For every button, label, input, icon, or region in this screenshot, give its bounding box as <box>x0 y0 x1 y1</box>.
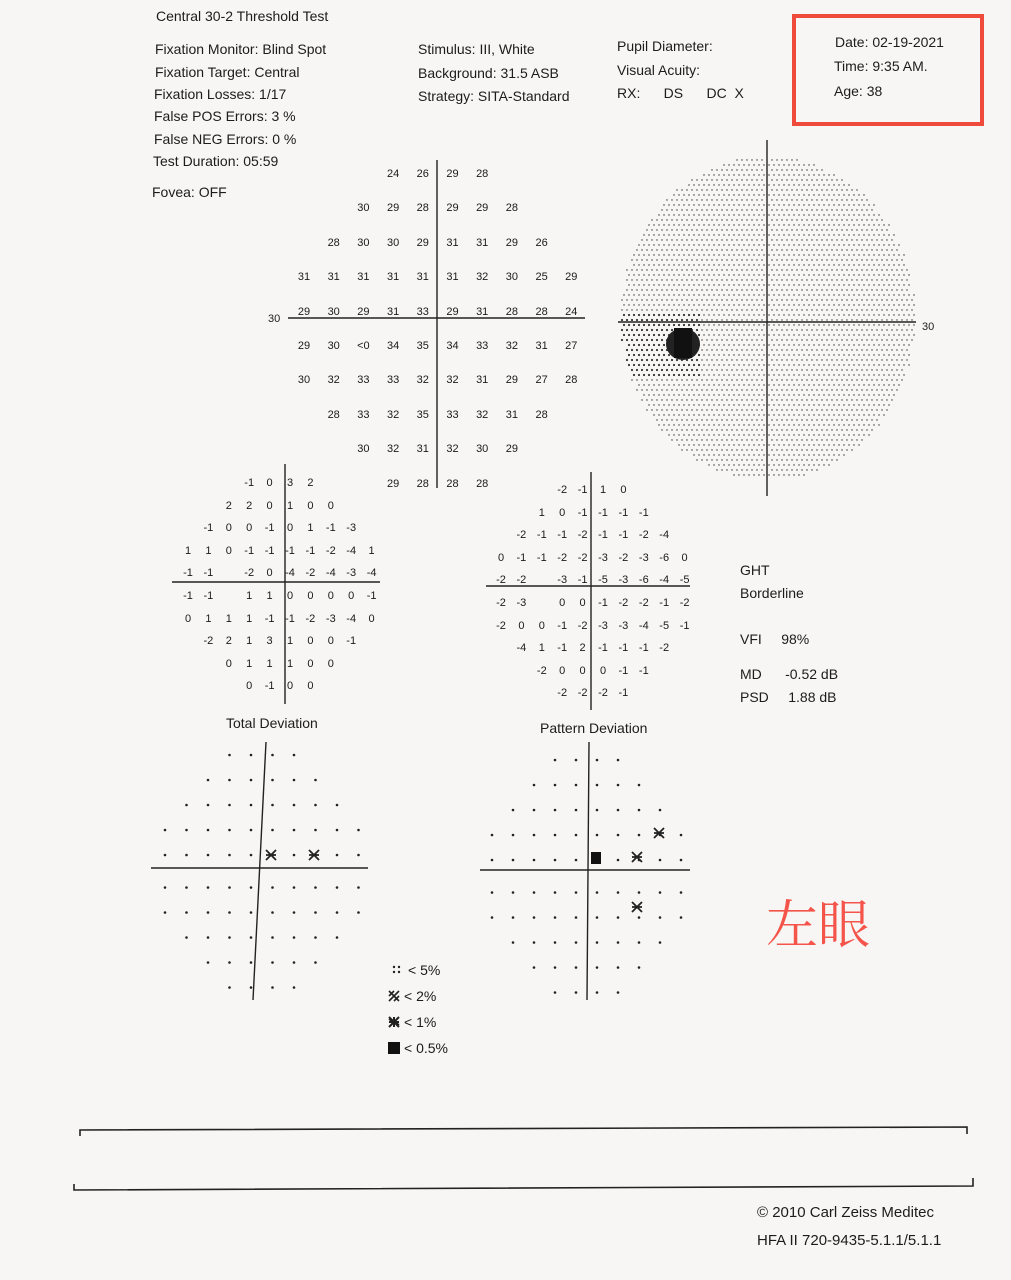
pattern-deviation-value: -1 <box>598 506 608 519</box>
pattern-deviation-value: -1 <box>516 551 527 564</box>
threshold-value: 31 <box>446 271 459 284</box>
p5-symbol-icon <box>392 964 404 976</box>
threshold-value: 31 <box>505 408 519 421</box>
test-time: Time: 9:35 AM. <box>834 58 928 74</box>
threshold-value: 29 <box>297 305 311 318</box>
ght-label: GHT <box>740 562 770 578</box>
threshold-value: 32 <box>446 443 459 456</box>
threshold-value: 30 <box>327 340 340 352</box>
threshold-value: 34 <box>386 340 400 352</box>
total-deviation-value: 1 <box>286 657 294 670</box>
pattern-deviation-value: -2 <box>557 484 568 496</box>
pattern-deviation-value: -1 <box>659 597 670 609</box>
total-deviation-value: -2 <box>305 612 316 625</box>
total-deviation-value: -4 <box>346 612 357 625</box>
total-deviation-value: -4 <box>285 567 295 580</box>
threshold-value: 27 <box>535 374 548 387</box>
pattern-deviation-value: -2 <box>577 619 588 632</box>
pattern-deviation-value: 0 <box>579 664 586 677</box>
total-deviation-value: -1 <box>264 522 275 535</box>
total-deviation-value: -3 <box>346 522 357 535</box>
pattern-deviation-value: -1 <box>536 551 547 564</box>
threshold-value: 28 <box>416 202 429 215</box>
threshold-value: 29 <box>386 202 400 215</box>
pattern-deviation-value: -1 <box>638 642 649 655</box>
copyright: © 2010 Carl Zeiss Meditec <box>757 1204 934 1221</box>
threshold-value: 31 <box>357 271 370 284</box>
pattern-deviation-value: -2 <box>577 529 588 542</box>
total-deviation-value: 2 <box>307 477 314 489</box>
total-deviation-value: 1 <box>266 590 273 602</box>
total-deviation-value: -2 <box>244 567 255 580</box>
legend-p5-label: < 5% <box>408 962 441 978</box>
pattern-deviation-value: -1 <box>557 529 568 542</box>
pattern-deviation-value: -2 <box>516 574 527 587</box>
total-deviation-value: 0 <box>225 544 232 557</box>
pattern-deviation-value: -3 <box>516 597 527 609</box>
threshold-value: 28 <box>505 202 519 215</box>
threshold-value: 32 <box>476 271 489 284</box>
threshold-value: <0 <box>357 340 370 352</box>
pattern-deviation-value: -5 <box>598 574 608 587</box>
total-deviation-value: 0 <box>348 590 355 602</box>
pattern-deviation-value: 1 <box>538 506 545 519</box>
pattern-deviation-value: -1 <box>618 664 629 677</box>
ght-value: Borderline <box>740 585 804 601</box>
p2-symbol-icon <box>388 990 400 1002</box>
test-date: Date: 02-19-2021 <box>835 34 944 50</box>
total-deviation-value: -2 <box>203 635 214 648</box>
total-deviation-value: 0 <box>225 657 232 670</box>
total-deviation-value: 1 <box>286 635 294 648</box>
stimulus: Stimulus: III, White <box>418 41 535 57</box>
threshold-value: 33 <box>357 408 370 421</box>
fixation-target: Fixation Target: Central <box>155 64 300 80</box>
eye-annotation: 左眼 <box>766 896 871 956</box>
threshold-value: 30 <box>357 236 370 249</box>
threshold-value: 31 <box>386 271 400 284</box>
threshold-value: 28 <box>476 168 489 180</box>
threshold-value: 30 <box>505 271 519 284</box>
pattern-deviation-value: -2 <box>618 551 629 564</box>
fixation-monitor: Fixation Monitor: Blind Spot <box>155 41 327 57</box>
pattern-deviation-value: -6 <box>638 574 649 587</box>
pattern-deviation-label: Pattern Deviation <box>540 720 648 736</box>
threshold-value: 31 <box>476 305 489 318</box>
threshold-value: 28 <box>327 408 340 421</box>
pattern-deviation-value: -1 <box>618 642 629 655</box>
pattern-deviation-value: -1 <box>618 529 629 542</box>
pattern-deviation-value: -6 <box>659 551 670 564</box>
threshold-value: 28 <box>446 477 459 490</box>
total-deviation-value: 1 <box>225 612 232 625</box>
total-deviation-value: -2 <box>325 544 336 557</box>
vfi-value: VFI 98% <box>740 631 810 647</box>
total-deviation-value: -4 <box>325 567 336 580</box>
total-deviation-value: -3 <box>325 612 336 625</box>
pattern-deviation-value: -4 <box>659 574 670 587</box>
total-deviation-value: -3 <box>346 567 357 580</box>
pattern-deviation-value: -1 <box>577 484 588 496</box>
grayscale-map <box>621 159 915 480</box>
total-deviation-value: 1 <box>205 612 212 625</box>
legend-p05-label: < 0.5% <box>404 1040 448 1056</box>
total-deviation-value: 0 <box>327 499 334 512</box>
pattern-deviation-value: -1 <box>598 529 608 542</box>
threshold-value: 33 <box>476 340 489 352</box>
total-deviation-value: 0 <box>307 590 314 602</box>
threshold-value: 35 <box>416 340 429 352</box>
threshold-value: 35 <box>416 408 429 421</box>
pattern-deviation-value: -1 <box>598 597 608 609</box>
threshold-value: 34 <box>446 340 459 352</box>
threshold-value: 32 <box>416 374 429 387</box>
false-pos-errors: False POS Errors: 3 % <box>154 108 296 124</box>
pattern-deviation-value: 1 <box>599 484 607 496</box>
background: Background: 31.5 ASB <box>418 65 559 81</box>
model-number: HFA II 720-9435-5.1.1/5.1.1 <box>757 1232 942 1249</box>
threshold-value: 31 <box>416 271 429 284</box>
total-deviation-value: 0 <box>286 590 294 602</box>
pattern-deviation-value: -2 <box>557 687 568 700</box>
pattern-deviation-value: 1 <box>538 642 545 655</box>
threshold-value: 29 <box>505 443 519 456</box>
md-value: MD -0.52 dB <box>740 666 839 682</box>
threshold-value: 31 <box>297 271 311 284</box>
total-deviation-value: 2 <box>246 499 253 512</box>
pattern-deviation-value: 0 <box>559 506 566 519</box>
total-deviation-value: 2 <box>225 499 232 512</box>
pattern-deviation-value: -2 <box>638 529 649 542</box>
pattern-deviation-value: -3 <box>598 551 608 564</box>
threshold-value: 29 <box>476 202 489 215</box>
visual-acuity: Visual Acuity: <box>617 62 701 78</box>
legend-p2-label: < 2% <box>404 988 437 1004</box>
pattern-deviation-value: -2 <box>679 597 690 609</box>
total-deviation-value: 0 <box>327 635 334 648</box>
total-deviation-value: -4 <box>346 544 357 557</box>
strategy: Strategy: SITA-Standard <box>418 88 570 104</box>
threshold-value: 27 <box>565 340 578 352</box>
pattern-deviation-value: -2 <box>496 574 506 587</box>
total-deviation-value: 0 <box>307 657 314 670</box>
pattern-deviation-value: -2 <box>496 619 506 632</box>
total-deviation-value: 0 <box>246 522 253 535</box>
threshold-value: 29 <box>505 236 519 249</box>
pattern-deviation-value: 0 <box>681 551 688 564</box>
pattern-deviation-value: -1 <box>577 574 588 587</box>
total-deviation-value: -1 <box>325 522 336 535</box>
threshold-value: 31 <box>476 236 489 249</box>
pattern-deviation-value: -2 <box>516 529 527 542</box>
pattern-deviation-value: -2 <box>496 597 506 609</box>
total-deviation-value: 0 <box>266 567 273 580</box>
total-deviation-value: 0 <box>246 680 253 693</box>
legend-p1-label: < 1% <box>404 1014 437 1030</box>
threshold-value: 25 <box>535 271 548 284</box>
threshold-value: 30 <box>327 305 340 318</box>
threshold-value: 30 <box>476 443 489 456</box>
total-deviation-value: 1 <box>205 544 212 557</box>
total-deviation-value: 0 <box>327 657 334 670</box>
threshold-value: 28 <box>505 305 519 318</box>
total-deviation-value: -1 <box>203 522 214 535</box>
pattern-deviation-value: -3 <box>618 619 629 632</box>
threshold-value: 30 <box>357 443 370 456</box>
total-deviation-value: 1 <box>286 499 294 512</box>
patient-age: Age: 38 <box>834 83 883 99</box>
threshold-value: 32 <box>446 374 459 387</box>
threshold-value: 31 <box>327 271 340 284</box>
threshold-value: 28 <box>535 305 548 318</box>
total-deviation-value: -1 <box>346 635 357 648</box>
total-deviation-value: -1 <box>285 612 295 625</box>
threshold-value: 28 <box>416 477 429 490</box>
total-deviation-value: -4 <box>366 567 377 580</box>
threshold-value: 29 <box>297 340 311 352</box>
total-deviation-value: -1 <box>305 544 316 557</box>
total-deviation-value: -1 <box>264 612 275 625</box>
legend-p05 <box>388 1040 448 1056</box>
threshold-value: 33 <box>386 374 400 387</box>
threshold-value: 29 <box>446 202 459 215</box>
total-deviation-value: 0 <box>327 590 334 602</box>
total-deviation-value: -1 <box>244 477 255 489</box>
threshold-value: 31 <box>476 374 489 387</box>
pattern-deviation-value: -1 <box>557 619 568 632</box>
threshold-value: 29 <box>446 305 459 318</box>
total-deviation-value: 1 <box>246 657 253 670</box>
pattern-deviation-value: -5 <box>679 574 690 587</box>
total-deviation-value: -2 <box>305 567 316 580</box>
pd-prob-v-axis <box>587 742 589 1000</box>
test-title: Central 30-2 Threshold Test <box>156 8 329 24</box>
total-deviation-value: 2 <box>225 635 232 648</box>
pattern-deviation-value: -3 <box>638 551 649 564</box>
total-deviation-value: -1 <box>264 680 275 693</box>
total-deviation-value: 0 <box>286 680 294 693</box>
pattern-deviation-value: -2 <box>557 551 568 564</box>
pattern-deviation-value: -2 <box>638 597 649 609</box>
total-deviation-value: 0 <box>184 612 192 625</box>
td-prob-v-axis <box>253 742 266 1000</box>
pattern-deviation-value: -2 <box>618 597 629 609</box>
psd-value: PSD 1.88 dB <box>740 689 837 705</box>
false-neg-errors: False NEG Errors: 0 % <box>154 131 297 147</box>
threshold-value: 30 <box>357 202 370 215</box>
total-deviation-value: 1 <box>246 612 253 625</box>
pattern-deviation-value: 2 <box>579 642 586 655</box>
pattern-deviation-value: -1 <box>618 506 629 519</box>
total-deviation-value: 1 <box>266 657 273 670</box>
pattern-deviation-value: -2 <box>659 642 670 655</box>
grayscale-axis-label-right: 30 <box>922 321 935 333</box>
rx: RX: DS DC X <box>617 85 744 101</box>
threshold-value: 29 <box>386 477 400 490</box>
pattern-deviation-value: 0 <box>559 597 566 609</box>
total-deviation-value: -1 <box>285 544 295 557</box>
pattern-deviation-value: -1 <box>638 664 649 677</box>
total-deviation-value: -1 <box>366 590 377 602</box>
total-deviation-value: -1 <box>183 567 193 580</box>
pattern-deviation-value: -3 <box>557 574 568 587</box>
threshold-value: 31 <box>446 236 459 249</box>
threshold-value: 32 <box>505 340 519 352</box>
pattern-deviation-value: -2 <box>536 664 547 677</box>
p05-symbol-icon <box>388 1042 400 1054</box>
threshold-value: 32 <box>386 443 400 456</box>
pattern-deviation-value: -1 <box>679 619 690 632</box>
pattern-deviation-value: -4 <box>638 619 649 632</box>
pattern-deviation-value: -2 <box>577 687 588 700</box>
signature-line-2 <box>74 1178 973 1190</box>
pattern-deviation-value: -1 <box>536 529 547 542</box>
pattern-deviation-value: -1 <box>598 642 608 655</box>
pattern-deviation-value: -2 <box>577 551 588 564</box>
pattern-deviation-value: -1 <box>577 506 588 519</box>
pattern-deviation-value: 0 <box>497 551 505 564</box>
pattern-deviation-value: -5 <box>659 619 670 632</box>
signature-line-1 <box>80 1127 967 1136</box>
pattern-deviation-value: 0 <box>559 664 566 677</box>
fixation-losses: Fixation Losses: 1/17 <box>154 86 287 102</box>
total-deviation-value: 1 <box>246 590 253 602</box>
total-deviation-value: 1 <box>246 635 253 648</box>
total-deviation-value: 0 <box>307 680 314 693</box>
pattern-deviation-value: -3 <box>598 619 608 632</box>
pattern-deviation-value: 0 <box>599 664 607 677</box>
total-deviation-value: 0 <box>266 477 273 489</box>
pattern-deviation-value: 0 <box>620 484 627 496</box>
threshold-value: 30 <box>297 374 311 387</box>
threshold-value: 31 <box>386 305 400 318</box>
threshold-value: 28 <box>565 374 578 387</box>
legend-p5 <box>392 962 440 978</box>
total-deviation-value: 3 <box>266 635 273 648</box>
total-deviation-value: 3 <box>286 477 294 489</box>
total-deviation-value: 1 <box>184 544 192 557</box>
threshold-value: 33 <box>446 408 459 421</box>
total-deviation-value: -1 <box>203 590 214 602</box>
pattern-deviation-value: -1 <box>618 687 629 700</box>
threshold-value: 24 <box>386 168 400 180</box>
pupil-diameter: Pupil Diameter: <box>617 38 713 54</box>
threshold-value: 28 <box>476 477 489 490</box>
threshold-value: 28 <box>535 408 548 421</box>
pattern-deviation-value: -3 <box>618 574 629 587</box>
threshold-value: 29 <box>446 168 459 180</box>
pattern-deviation-value: 0 <box>518 619 525 632</box>
total-deviation-value: -1 <box>183 590 193 602</box>
threshold-value: 32 <box>327 374 340 387</box>
threshold-value: 31 <box>535 340 548 352</box>
total-deviation-value: 0 <box>286 522 294 535</box>
threshold-value: 33 <box>357 374 370 387</box>
threshold-value: 26 <box>535 236 548 249</box>
total-deviation-value: 0 <box>307 499 314 512</box>
threshold-value: 31 <box>416 443 429 456</box>
threshold-value: 29 <box>565 271 578 284</box>
threshold-value: 28 <box>327 236 340 249</box>
pattern-deviation-value: -1 <box>638 506 649 519</box>
pattern-deviation-value: 0 <box>538 619 545 632</box>
threshold-value: 29 <box>416 236 429 249</box>
legend-p2 <box>388 988 436 1004</box>
threshold-value: 32 <box>386 408 400 421</box>
p1-symbol-icon <box>388 1016 400 1028</box>
threshold-value: 29 <box>357 305 370 318</box>
total-deviation-value: 0 <box>266 499 273 512</box>
test-duration: Test Duration: 05:59 <box>153 153 279 169</box>
pattern-deviation-value: -1 <box>557 642 568 655</box>
pattern-deviation-value: -2 <box>598 687 608 700</box>
total-deviation-label: Total Deviation <box>226 715 318 731</box>
total-deviation-value: -1 <box>244 544 255 557</box>
threshold-value: 26 <box>416 168 429 180</box>
threshold-value: 30 <box>386 236 400 249</box>
threshold-value: 33 <box>416 305 429 318</box>
threshold-value: 24 <box>565 305 578 318</box>
pattern-deviation-value: -4 <box>659 529 670 542</box>
pattern-deviation-value: 0 <box>579 597 586 609</box>
fovea: Fovea: OFF <box>152 184 227 200</box>
total-deviation-value: 1 <box>307 522 314 535</box>
threshold-value: 29 <box>505 374 519 387</box>
total-deviation-value: -1 <box>264 544 275 557</box>
total-deviation-value: 1 <box>368 544 375 557</box>
total-deviation-value: 0 <box>368 612 375 625</box>
threshold-axis-label-left: 30 <box>268 313 281 325</box>
pattern-deviation-value: -4 <box>516 642 527 655</box>
total-deviation-value: -1 <box>203 567 214 580</box>
legend-p1 <box>388 1014 436 1030</box>
threshold-value: 32 <box>476 408 489 421</box>
total-deviation-value: 0 <box>307 635 314 648</box>
total-deviation-value: 0 <box>225 522 232 535</box>
probability-symbols <box>164 754 683 994</box>
